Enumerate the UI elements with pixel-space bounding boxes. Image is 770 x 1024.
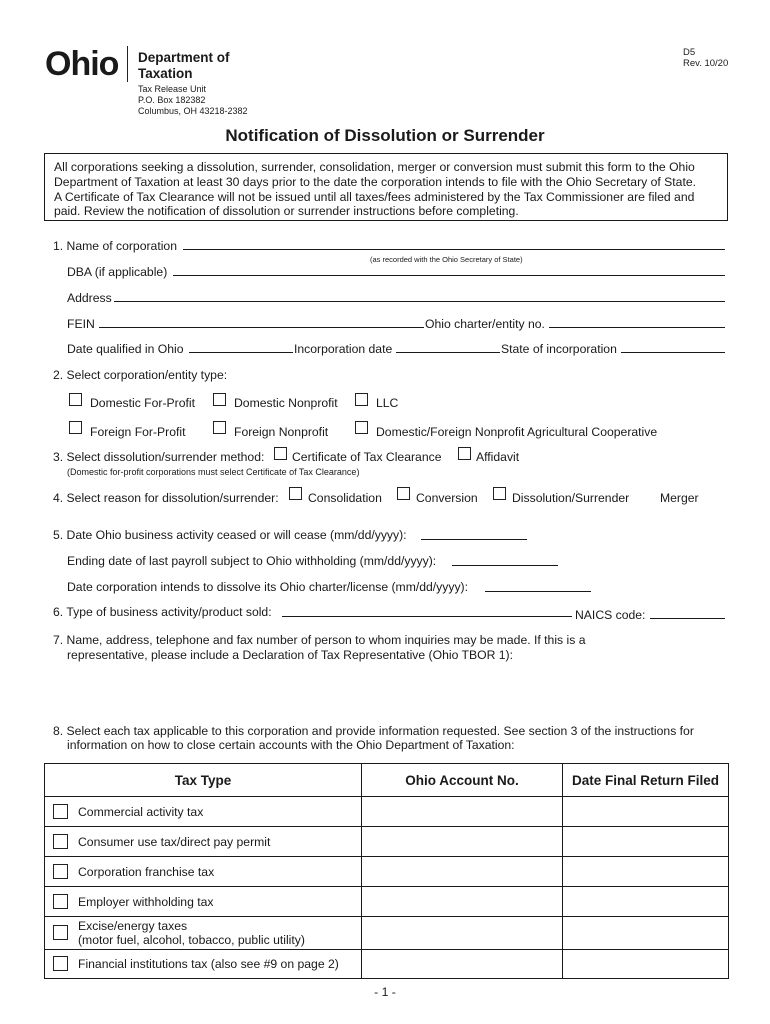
final-return-cell[interactable] xyxy=(563,950,729,979)
table-row xyxy=(45,857,729,887)
payroll-date-label: Ending date of last payroll subject to Ohio withholding (mm/dd/yyyy): xyxy=(67,554,437,568)
ohio-logo: Ohio xyxy=(45,45,119,83)
dba-label: DBA (if applicable) xyxy=(67,265,168,279)
intro-line-1: All corporations seeking a dissolution, surrender, consolidation, merger or conversion must submit this form to the Ohio xyxy=(54,160,695,174)
corp-name-note: (as recorded with the Ohio Secretary of State) xyxy=(370,255,523,264)
checkbox-foreign-nonprofit[interactable] xyxy=(213,421,226,434)
option-domestic-for-profit: Domestic For-Profit xyxy=(90,396,195,410)
tax-type-label: Financial institutions tax (also see #9 on page 2) xyxy=(78,957,339,971)
account-no-cell[interactable] xyxy=(362,857,563,887)
address-line-1: Tax Release Unit xyxy=(138,84,207,94)
payroll-date-field[interactable] xyxy=(452,565,558,566)
option-affidavit: Affidavit xyxy=(476,450,520,464)
naics-label: NAICS code: xyxy=(575,608,646,622)
business-activity-label: 6. Type of business activity/product sold: xyxy=(53,605,272,619)
option-consolidation: Consolidation xyxy=(308,491,382,505)
tax-checkbox[interactable] xyxy=(53,956,68,971)
tax-type-label: Consumer use tax/direct pay permit xyxy=(78,834,271,849)
table-row xyxy=(45,887,729,917)
header-tax-type: Tax Type xyxy=(45,764,362,797)
checkbox-consolidation[interactable] xyxy=(289,487,302,500)
dept-line-2: Taxation xyxy=(138,66,193,81)
tax-checkbox[interactable] xyxy=(53,864,68,879)
tax-select-line-2: information on how to close certain accounts with the Ohio Department of Taxation: xyxy=(67,738,515,752)
tax-type-label: Excise/energy taxes xyxy=(78,919,188,933)
tax-type-label: Corporation franchise tax xyxy=(78,864,215,879)
fein-label: FEIN xyxy=(67,317,95,331)
intro-line-3: A Certificate of Tax Clearance will not be issued until all taxes/fees administered by the Tax Commissioner are filed and xyxy=(54,189,695,204)
dissolve-date-label: Date corporation intends to dissolve its Ohio charter/license (mm/dd/yyyy): xyxy=(67,580,468,594)
checkbox-affidavit[interactable] xyxy=(458,447,471,460)
logo-divider xyxy=(127,46,128,82)
option-dissolution: Dissolution/Surrender xyxy=(512,491,630,505)
account-no-cell[interactable] xyxy=(362,950,563,979)
date-qualified-label: Date qualified in Ohio xyxy=(67,342,184,356)
tax-type-cell xyxy=(45,797,362,827)
tax-table xyxy=(44,763,729,979)
incorporation-date-label: Incorporation date xyxy=(294,342,393,356)
final-return-cell[interactable] xyxy=(563,917,729,950)
checkbox-foreign-for-profit[interactable] xyxy=(69,421,82,434)
checkbox-conversion[interactable] xyxy=(397,487,410,500)
ceased-date-field[interactable] xyxy=(421,539,527,540)
option-foreign-for-profit: Foreign For-Profit xyxy=(90,425,186,439)
tax-checkbox[interactable] xyxy=(53,834,68,849)
option-agricultural-coop: Domestic/Foreign Nonprofit Agricultural Cooperative xyxy=(376,425,658,439)
final-return-cell[interactable] xyxy=(563,797,729,827)
tax-type-label: Commercial activity tax xyxy=(78,804,204,819)
final-return-cell[interactable] xyxy=(563,887,729,917)
corp-name-field[interactable] xyxy=(183,249,725,250)
address-field[interactable] xyxy=(114,301,725,302)
option-certificate: Certificate of Tax Clearance xyxy=(292,450,442,464)
final-return-cell[interactable] xyxy=(563,857,729,887)
header-final-return: Date Final Return Filed xyxy=(563,764,729,797)
option-llc: LLC xyxy=(376,396,399,410)
reason-label: 4. Select reason for dissolution/surrender: xyxy=(53,491,279,505)
department-name xyxy=(138,50,230,82)
address-line-3: Columbus, OH 43218-2382 xyxy=(138,106,248,116)
intro-line-4: paid. Review the notification of dissolution or surrender instructions before completing. xyxy=(54,204,519,219)
method-label: 3. Select dissolution/surrender method: xyxy=(53,450,265,464)
tax-type-sublabel: (motor fuel, alcohol, tobacco, public utility) xyxy=(78,933,305,947)
tax-type-cell xyxy=(45,887,362,917)
account-no-cell[interactable] xyxy=(362,917,563,950)
intro-box xyxy=(44,153,728,221)
tax-type-label: Employer withholding tax xyxy=(78,894,214,909)
state-label: State of incorporation xyxy=(501,342,617,356)
dept-line-1: Department of xyxy=(138,50,230,65)
checkbox-domestic-for-profit[interactable] xyxy=(69,393,82,406)
table-row xyxy=(45,950,729,979)
corp-name-label: 1. Name of corporation xyxy=(53,239,177,253)
state-field[interactable] xyxy=(621,352,725,353)
business-activity-field[interactable] xyxy=(282,616,572,617)
header-account-no: Ohio Account No. xyxy=(362,764,563,797)
table-row xyxy=(45,827,729,857)
method-note: (Domestic for-profit corporations must select Certificate of Tax Clearance) xyxy=(67,467,360,477)
form-revision: Rev. 10/20 xyxy=(683,58,729,69)
table-row xyxy=(45,917,729,950)
account-no-cell[interactable] xyxy=(362,827,563,857)
dba-field[interactable] xyxy=(173,275,725,276)
address-line-2: P.O. Box 182382 xyxy=(138,95,206,105)
option-domestic-nonprofit: Domestic Nonprofit xyxy=(234,396,338,410)
naics-field[interactable] xyxy=(650,618,725,619)
charter-field[interactable] xyxy=(549,327,725,328)
fein-field[interactable] xyxy=(99,327,424,328)
tax-type-cell xyxy=(45,827,362,857)
dissolve-date-field[interactable] xyxy=(485,591,591,592)
intro-line-2: Department of Taxation at least 30 days prior to the date the corporation intends to file with the Ohio Secretary of State. xyxy=(54,174,697,189)
form-id: D5 xyxy=(683,47,696,58)
table-row xyxy=(45,797,729,827)
tax-type-cell xyxy=(45,950,362,979)
checkbox-llc[interactable] xyxy=(355,393,368,406)
option-conversion: Conversion xyxy=(416,491,478,505)
page-number: - 1 - xyxy=(374,985,396,999)
page-title: Notification of Dissolution or Surrender xyxy=(225,126,545,145)
tax-select-line-1: 8. Select each tax applicable to this corporation and provide information requested. See section 3 of the instructions for xyxy=(53,724,694,738)
charter-label: Ohio charter/entity no. xyxy=(425,317,545,331)
tax-table-header xyxy=(45,764,729,797)
option-foreign-nonprofit: Foreign Nonprofit xyxy=(234,425,329,439)
address-label: Address xyxy=(67,291,112,305)
ceased-date-label: 5. Date Ohio business activity ceased or will cease (mm/dd/yyyy): xyxy=(53,528,407,542)
option-merger: Merger xyxy=(660,491,699,505)
entity-type-label: 2. Select corporation/entity type: xyxy=(53,368,228,382)
checkbox-domestic-nonprofit[interactable] xyxy=(213,393,226,406)
inquiries-line-1: 7. Name, address, telephone and fax number of person to whom inquiries may be made. If this is a xyxy=(53,633,586,647)
checkbox-agricultural-coop[interactable] xyxy=(355,421,368,434)
incorporation-date-field[interactable] xyxy=(396,352,500,353)
account-no-cell[interactable] xyxy=(362,797,563,827)
tax-checkbox[interactable] xyxy=(53,894,68,909)
inquiries-line-2: representative, please include a Declaration of Tax Representative (Ohio TBOR 1): xyxy=(67,648,513,662)
tax-checkbox[interactable] xyxy=(53,925,68,940)
tax-checkbox[interactable] xyxy=(53,804,68,819)
tax-type-cell xyxy=(45,917,362,950)
account-no-cell[interactable] xyxy=(362,887,563,917)
checkbox-certificate[interactable] xyxy=(274,447,287,460)
final-return-cell[interactable] xyxy=(563,827,729,857)
tax-type-cell xyxy=(45,857,362,887)
date-qualified-field[interactable] xyxy=(189,352,293,353)
checkbox-dissolution[interactable] xyxy=(493,487,506,500)
